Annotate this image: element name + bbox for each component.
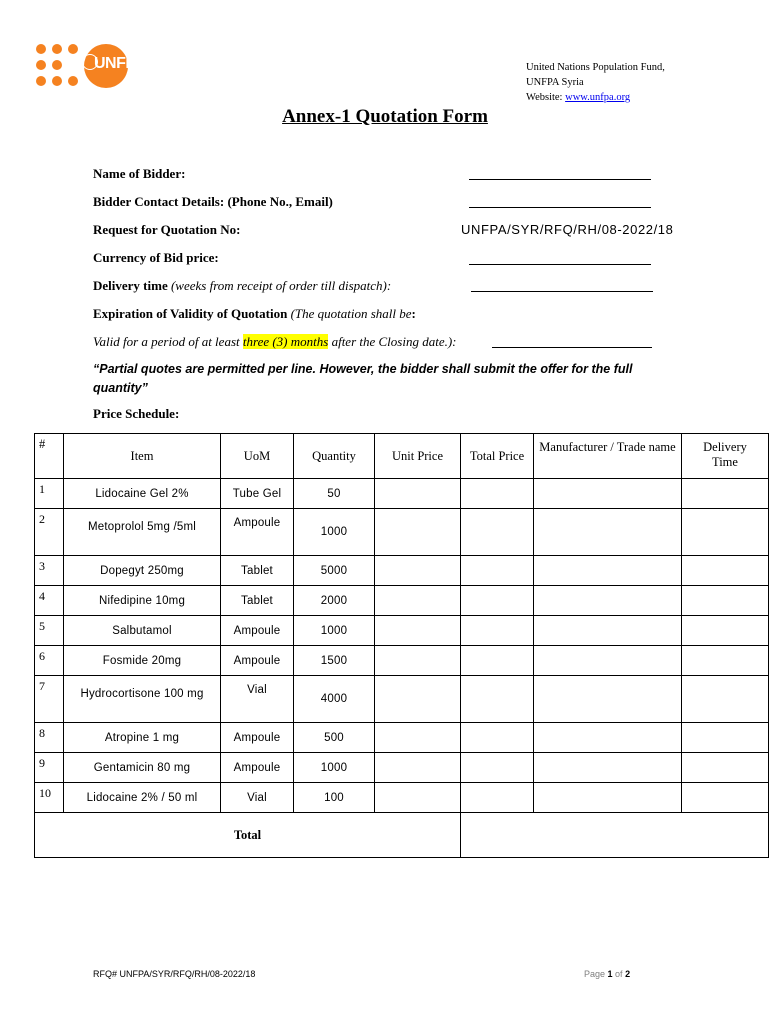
contact-details-line[interactable] [469,207,651,208]
unfpa-logo [34,40,146,88]
item-cell: Hydrocortisone 100 mg [64,676,221,723]
validity-row [93,334,457,350]
expiration-note: (The quotation shall be [290,306,412,321]
price-schedule-label: Price Schedule: [93,406,180,421]
col-unit-price: Unit Price [375,434,461,479]
price-schedule-table [34,433,769,858]
unit-price-cell[interactable] [375,616,461,646]
table-row: 2 Metoprolol 5mg /5ml Ampoule 1000 [35,509,769,556]
quantity-cell: 50 [294,479,375,509]
rfq-number-label: Request for Quotation No: [93,222,241,237]
org-name: United Nations Population Fund, [526,62,665,73]
item-cell: Dopegyt 250mg [64,556,221,586]
total-price-cell[interactable] [461,586,534,616]
org-country: UNFPA Syria [526,77,584,88]
table-row: 8 Atropine 1 mg Ampoule 500 [35,723,769,753]
delivery-time-cell[interactable] [682,676,769,723]
total-price-cell[interactable] [461,783,534,813]
expiration-row: Expiration of Validity of Quotation (The quotation shall be: [93,306,416,321]
col-delivery-time: Delivery Time [682,434,769,479]
total-value-cell[interactable] [461,813,769,858]
col-num: # [35,434,64,479]
manufacturer-cell[interactable] [534,753,682,783]
total-price-cell[interactable] [461,646,534,676]
validity-pre: Valid for a period of at least [93,334,243,349]
total-price-cell[interactable] [461,723,534,753]
delivery-time-cell[interactable] [682,723,769,753]
delivery-time-cell[interactable] [682,479,769,509]
delivery-time-cell[interactable] [682,646,769,676]
total-price-cell[interactable] [461,616,534,646]
organization-info [526,60,665,105]
validity-highlight: three (3) months [242,334,329,349]
uom-cell: Tube Gel [221,479,294,509]
unit-price-cell[interactable] [375,556,461,586]
footer-rfq: RFQ# UNFPA/SYR/RFQ/RH/08-2022/18 [93,969,256,979]
col-item: Item [64,434,221,479]
validity-post: after the Closing date.): [328,334,457,349]
item-cell: Salbutamol [64,616,221,646]
uom-cell: Vial [221,676,294,723]
total-price-cell[interactable] [461,479,534,509]
logo-text: UNFPA [94,55,146,72]
currency-line[interactable] [469,264,651,265]
unit-price-cell[interactable] [375,676,461,723]
name-of-bidder-label: Name of Bidder: [93,166,186,181]
footer-page-number: Page 1 of 2 [584,969,631,979]
delivery-time-line[interactable] [471,291,653,292]
manufacturer-cell[interactable] [534,616,682,646]
col-quantity: Quantity [294,434,375,479]
table-row: 7 Hydrocortisone 100 mg Vial 4000 [35,676,769,723]
quantity-cell: 500 [294,723,375,753]
table-row: 6 Fosmide 20mg Ampoule 1500 [35,646,769,676]
total-price-cell[interactable] [461,509,534,556]
currency-label: Currency of Bid price: [93,250,219,265]
quantity-cell: 1000 [294,616,375,646]
item-cell: Gentamicin 80 mg [64,753,221,783]
unit-price-cell[interactable] [375,479,461,509]
table-row: 3 Dopegyt 250mg Tablet 5000 [35,556,769,586]
manufacturer-cell[interactable] [534,479,682,509]
delivery-time-cell[interactable] [682,556,769,586]
quantity-cell: 100 [294,783,375,813]
col-manufacturer: Manufacturer / Trade name [534,434,682,479]
unit-price-cell[interactable] [375,723,461,753]
quantity-cell: 1000 [294,753,375,783]
table-header-row [35,434,769,479]
manufacturer-cell[interactable] [534,586,682,616]
quantity-cell: 2000 [294,586,375,616]
item-cell: Metoprolol 5mg /5ml [64,509,221,556]
rfq-number-value: UNFPA/SYR/RFQ/RH/08-2022/18 [461,222,674,237]
quantity-cell: 5000 [294,556,375,586]
quantity-cell: 1500 [294,646,375,676]
validity-line[interactable] [492,347,652,348]
delivery-time-cell[interactable] [682,616,769,646]
delivery-time-row [93,278,391,294]
manufacturer-cell[interactable] [534,783,682,813]
uom-cell: Tablet [221,556,294,586]
unit-price-cell[interactable] [375,586,461,616]
partial-quotes-note: “Partial quotes are permitted per line. However, the bidder shall submit the offer for the full quantity” [93,362,633,395]
col-uom: UoM [221,434,294,479]
delivery-time-cell[interactable] [682,783,769,813]
unit-price-cell[interactable] [375,646,461,676]
manufacturer-cell[interactable] [534,676,682,723]
item-cell: Lidocaine 2% / 50 ml [64,783,221,813]
uom-cell: Ampoule [221,509,294,556]
delivery-time-cell[interactable] [682,509,769,556]
total-price-cell[interactable] [461,753,534,783]
delivery-time-cell[interactable] [682,586,769,616]
quantity-cell: 4000 [294,676,375,723]
name-of-bidder-line[interactable] [469,179,651,180]
manufacturer-cell[interactable] [534,509,682,556]
uom-cell: Tablet [221,586,294,616]
org-website [526,90,665,105]
website-link[interactable]: www.unfpa.org [565,92,631,103]
delivery-time-cell[interactable] [682,753,769,783]
manufacturer-cell[interactable] [534,723,682,753]
total-price-cell[interactable] [461,676,534,723]
website-label: Website: [526,92,566,103]
item-cell: Nifedipine 10mg [64,586,221,616]
uom-cell: Vial [221,783,294,813]
manufacturer-cell[interactable] [534,556,682,586]
table-row: 5 Salbutamol Ampoule 1000 [35,616,769,646]
table-row: 4 Nifedipine 10mg Tablet 2000 [35,586,769,616]
uom-cell: Ampoule [221,723,294,753]
unit-price-cell[interactable] [375,753,461,783]
table-row: 1 Lidocaine Gel 2% Tube Gel 50 [35,479,769,509]
col-total-price: Total Price [461,434,534,479]
manufacturer-cell[interactable] [534,646,682,676]
quantity-cell: 1000 [294,509,375,556]
unit-price-cell[interactable] [375,783,461,813]
delivery-time-label: Delivery time [93,278,168,293]
uom-cell: Ampoule [221,616,294,646]
expiration-label: Expiration of Validity of Quotation [93,306,288,321]
table-total-row [35,813,769,858]
total-price-cell[interactable] [461,556,534,586]
delivery-time-note: (weeks from receipt of order till dispatch): [170,278,392,293]
unit-price-cell[interactable] [375,509,461,556]
page-title: Annex-1 Quotation Form [282,106,488,127]
item-cell: Lidocaine Gel 2% [64,479,221,509]
table-row: 9 Gentamicin 80 mg Ampoule 1000 [35,753,769,783]
total-label: Total [35,813,461,858]
uom-cell: Ampoule [221,753,294,783]
contact-details-label: Bidder Contact Details: (Phone No., Email) [93,194,333,209]
item-cell: Fosmide 20mg [64,646,221,676]
item-cell: Atropine 1 mg [64,723,221,753]
table-row: 10 Lidocaine 2% / 50 ml Vial 100 [35,783,769,813]
uom-cell: Ampoule [221,646,294,676]
